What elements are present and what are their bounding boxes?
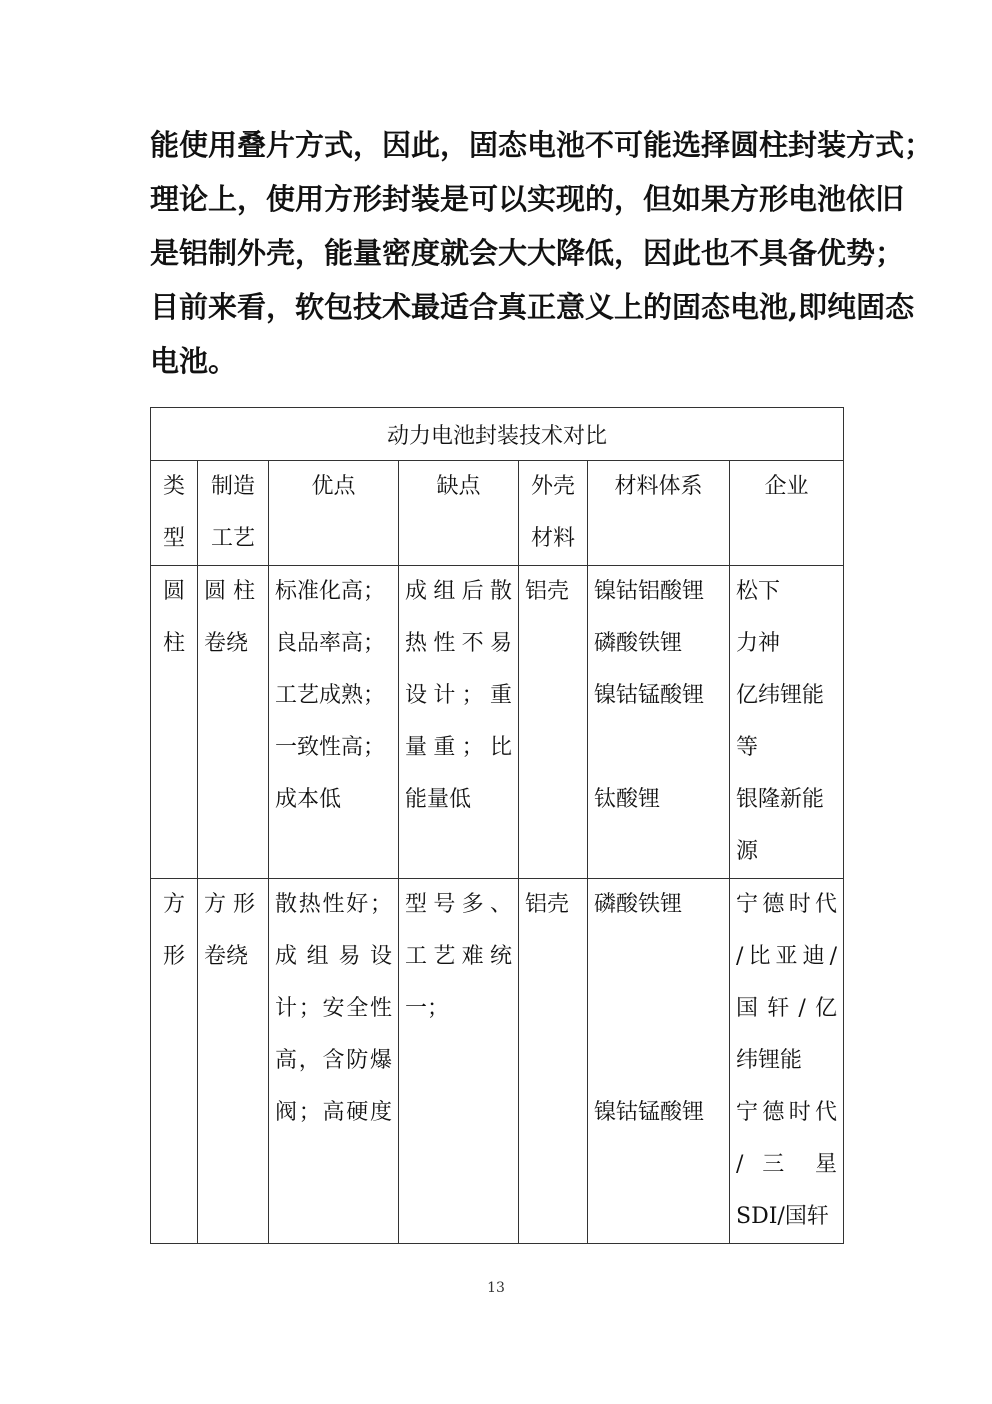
header-text: 制造 <box>210 474 255 499</box>
cell-text: 阀；高硬度 <box>275 1100 392 1125</box>
cell-text: 量重；比 <box>405 735 512 760</box>
table-row <box>151 566 844 879</box>
cell-companies <box>730 566 844 879</box>
cell-text: 方 形 <box>204 892 255 917</box>
table-row <box>151 879 844 1244</box>
header-text: 材料体系 <box>614 474 703 499</box>
cell-cons <box>399 566 519 879</box>
paragraph-line: 目前来看，软包技术最适合真正意义上的固态电池,即纯固态 <box>150 290 915 324</box>
cell-text <box>594 931 723 983</box>
cell-text: 纬锂能 <box>736 1048 803 1073</box>
header-text: 优点 <box>311 474 356 499</box>
cell-text: 磷酸铁锂 <box>594 892 683 917</box>
cell-shell <box>519 566 588 879</box>
header-text: 缺点 <box>436 474 481 499</box>
cell-text: 源 <box>736 839 759 864</box>
cell-cons <box>399 879 519 1244</box>
cell-text: 钛酸锂 <box>594 787 661 812</box>
body-paragraph <box>150 118 934 388</box>
cell-text: 工艺难统 <box>405 944 512 969</box>
header-pros <box>269 461 399 566</box>
cell-text: 圆 <box>162 579 185 604</box>
header-text: 材料 <box>530 526 575 551</box>
cell-text: 卷绕 <box>204 631 249 656</box>
cell-text: 能量低 <box>405 787 472 812</box>
cell-text: 宁德时代 <box>736 1100 838 1125</box>
cell-text: 计；安全性 <box>275 996 392 1021</box>
cell-text: 银隆新能 <box>736 787 825 812</box>
cell-text: 成组易设 <box>275 944 392 969</box>
paragraph-line: 理论上，使用方形封装是可以实现的，但如果方形电池依旧 <box>150 182 905 216</box>
cell-companies <box>730 879 844 1244</box>
cell-text: 磷酸铁锂 <box>594 631 683 656</box>
cell-text: 设计；重 <box>405 683 512 708</box>
cell-text: 一致性高； <box>275 735 386 760</box>
cell-text: 宁德时代 <box>736 892 838 917</box>
cell-text: 镍钴铝酸锂 <box>594 579 705 604</box>
table-header-row <box>151 461 844 566</box>
cell-materials <box>588 879 730 1244</box>
cell-pros <box>269 879 399 1244</box>
cell-text <box>594 722 723 774</box>
page-number: 13 <box>487 1280 505 1296</box>
header-text: 型 <box>162 526 185 551</box>
cell-materials <box>588 566 730 879</box>
cell-text: 松下 <box>736 579 781 604</box>
cell-shell <box>519 879 588 1244</box>
cell-text: 亿纬锂能 <box>736 683 825 708</box>
cell-text: 高，含防爆 <box>275 1048 392 1073</box>
header-shell <box>519 461 588 566</box>
cell-text: 良品率高； <box>275 631 386 656</box>
cell-process <box>198 566 269 879</box>
cell-text: 标准化高； <box>275 579 386 604</box>
cell-text: 工艺成熟； <box>275 683 386 708</box>
comparison-table <box>150 407 844 1244</box>
header-text: 外壳 <box>530 474 575 499</box>
cell-text: 等 <box>736 735 759 760</box>
cell-text: 散热性好； <box>275 892 392 917</box>
header-process <box>198 461 269 566</box>
cell-text: 镍钴锰酸锂 <box>594 683 705 708</box>
cell-text: SDI/国轩 <box>736 1204 829 1229</box>
cell-text: 形 <box>162 944 185 969</box>
paragraph-line: 能使用叠片方式，因此，固态电池不可能选择圆柱封装方式； <box>150 128 934 162</box>
cell-text: 圆 柱 <box>204 579 255 604</box>
cell-text: 卷绕 <box>204 944 249 969</box>
cell-text: 成本低 <box>275 787 342 812</box>
cell-text: 力神 <box>736 631 781 656</box>
header-text: 工艺 <box>210 526 255 551</box>
cell-text <box>594 1035 723 1087</box>
cell-text: 成组后散 <box>405 579 512 604</box>
cell-type <box>151 566 198 879</box>
header-type <box>151 461 198 566</box>
cell-pros <box>269 566 399 879</box>
cell-process <box>198 879 269 1244</box>
paragraph-line: 是铝制外壳，能量密度就会大大降低，因此也不具备优势； <box>150 236 905 270</box>
table-title: 动力电池封装技术对比 <box>151 408 844 461</box>
cell-text: 镍钴锰酸锂 <box>594 1100 705 1125</box>
header-materials <box>588 461 730 566</box>
cell-text: 热性不易 <box>405 631 512 656</box>
cell-type <box>151 879 198 1244</box>
cell-text: 型号多、 <box>405 892 512 917</box>
header-text: 企业 <box>764 474 809 499</box>
paragraph-line: 电池。 <box>150 344 238 378</box>
cell-text: 铝壳 <box>525 892 570 917</box>
cell-text: /比亚迪/ <box>736 944 838 969</box>
header-text: 类 <box>162 474 185 499</box>
cell-text: 柱 <box>162 631 185 656</box>
cell-text: 方 <box>162 892 185 917</box>
header-companies <box>730 461 844 566</box>
cell-text: 铝壳 <box>525 579 570 604</box>
cell-text: 一； <box>405 996 450 1021</box>
cell-text: 国轩/亿 <box>736 996 838 1021</box>
cell-text: / 三 星 <box>736 1152 838 1177</box>
header-cons <box>399 461 519 566</box>
cell-text <box>594 983 723 1035</box>
